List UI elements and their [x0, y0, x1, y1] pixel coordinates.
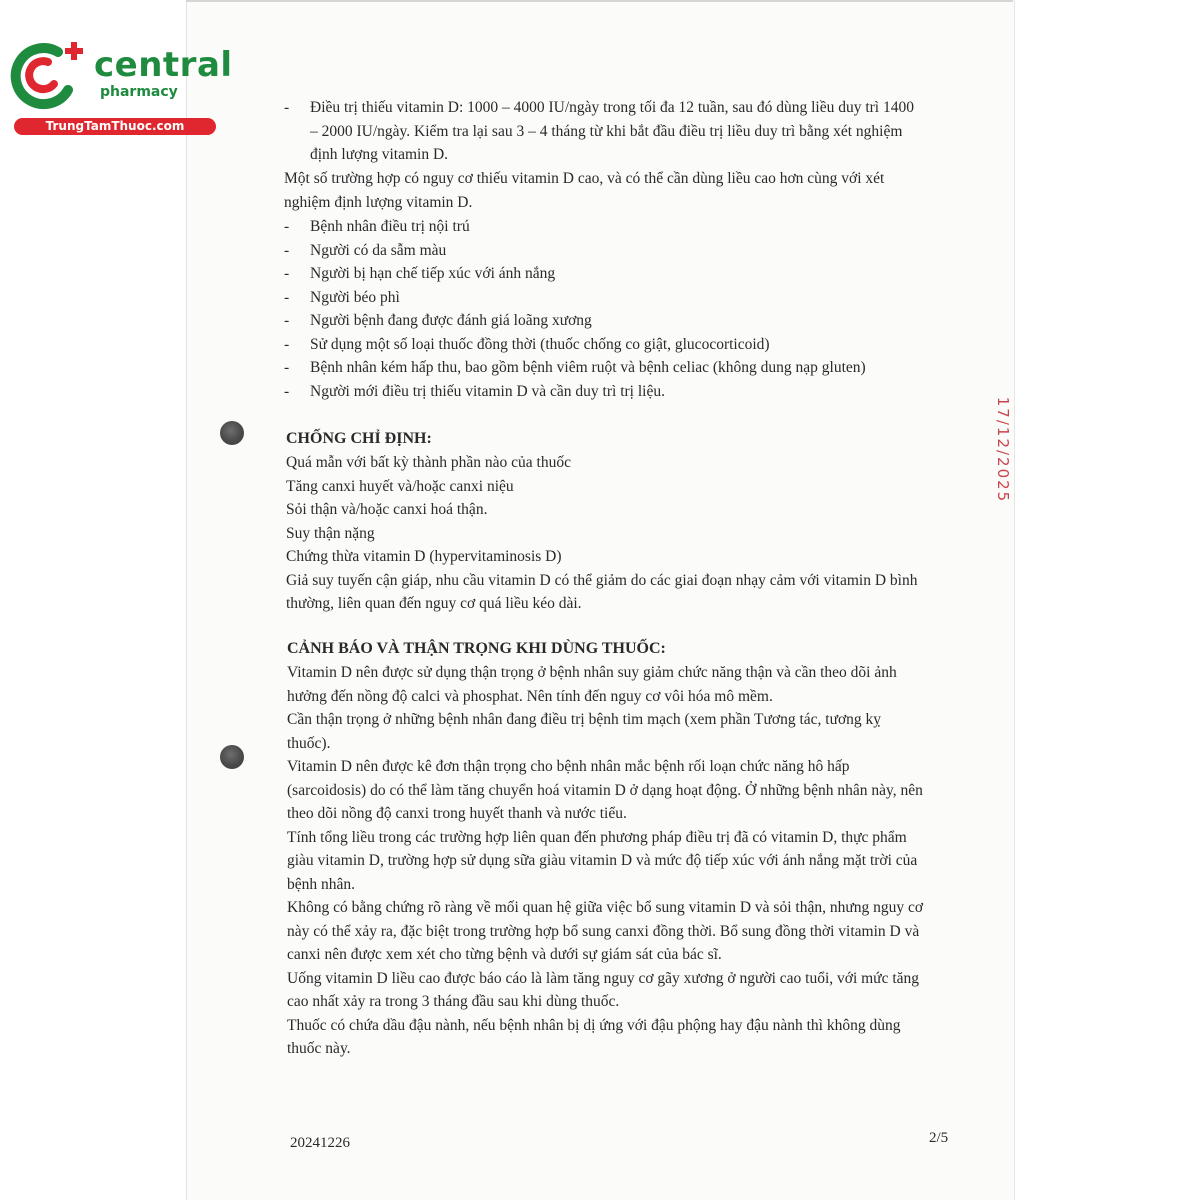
risk-intro-text: Một số trường hợp có nguy cơ thiếu vitamin D cao, và có thể cần dùng liều cao hơn cùng với xét nghiệm định lượng vitamin D.: [284, 170, 885, 211]
dosage-bullet-text: Điều trị thiếu vitamin D: 1000 – 4000 IU/ngày trong tối đa 12 tuần, sau đó dùng liều duy trì 1400 – 2000 IU/ngày. Kiểm tra lại sau 3 – 4 tháng từ khi bắt đầu điều trị liều duy trì bằng xét nghiệm định lượng vitamin D.: [310, 99, 914, 163]
risk-item: Bệnh nhân điều trị nội trú: [310, 218, 470, 235]
bullet-dash: -: [284, 335, 290, 353]
bullet-dash: -: [284, 99, 290, 116]
contra-line: Giả suy tuyến cận giáp, nhu cầu vitamin D có thể giảm do các giai đoạn nhạy cảm với vitamin D bình thường, liên quan đến nguy cơ quá liều kéo dài.: [286, 571, 918, 612]
document-code: 20241226: [290, 1135, 350, 1151]
warning-paragraph: Uống vitamin D liều cao được báo cáo là làm tăng nguy cơ gãy xương ở người cao tuổi, với mức tăng cao nhất xảy ra trong 3 tháng đầu sau khi dùng thuốc.: [287, 969, 920, 1010]
warning-paragraph: Tính tổng liều trong các trường hợp liên quan đến phương pháp điều trị đã có vitamin D, thực phẩm giàu vitamin D, trường hợp sử dụng sữa giàu vitamin D và mức độ tiếp xúc với ánh nắng mặt trời của bệnh nhân.: [287, 828, 918, 893]
logo-subtitle: pharmacy: [100, 84, 178, 100]
punch-hole-top: [220, 421, 244, 445]
risk-list: [284, 215, 924, 403]
contra-line: Tăng canxi huyết và/hoặc canxi niệu: [286, 477, 514, 495]
list-item: [284, 239, 924, 263]
warning-paragraph: Vitamin D nên được kê đơn thận trọng cho bệnh nhân mắc bệnh rối loạn chức năng hô hấp (sarcoidosis) do có thể làm tăng chuyển hoá vitamin D ở dạng hoạt động. Ở những bệnh nhân này, nên theo dõi nồng độ canxi trong huyết thanh và nước tiểu.: [287, 758, 923, 822]
list-item: [284, 96, 924, 167]
bullet-dash: -: [284, 382, 290, 400]
list-item: [284, 333, 924, 357]
list-item: [284, 380, 924, 404]
page-top-edge: [186, 0, 1013, 2]
bullet-dash: -: [284, 241, 290, 259]
risk-item: Bệnh nhân kém hấp thu, bao gồm bệnh viêm ruột và bệnh celiac (không dung nạp gluten): [310, 359, 866, 376]
list-item: [284, 262, 924, 286]
dosage-bullet-block: [284, 96, 924, 167]
warning-paragraph: Cần thận trọng ở những bệnh nhân đang điều trị bệnh tim mạch (xem phần Tương tác, tương kỵ thuốc).: [287, 711, 882, 752]
contra-line: Quá mẫn với bất kỳ thành phần nào của thuốc: [286, 454, 571, 471]
contraindications-section: [286, 427, 926, 616]
warning-paragraph: Không có bằng chứng rõ ràng về mối quan hệ giữa việc bổ sung vitamin D và sỏi thận, nhưng nguy cơ này có thể xảy ra, đặc biệt trong trường hợp bổ sung canxi đồng thời. Bổ sung đồng thời vitamin D và canxi nên được xem xét cho từng bệnh và dưới sự giám sát của bác sĩ.: [287, 899, 924, 963]
risk-item: Người có da sẫm màu: [310, 241, 447, 259]
bullet-dash: -: [284, 359, 290, 376]
risk-item: Người mới điều trị thiếu vitamin D và cần duy trì trị liệu.: [310, 382, 665, 400]
contra-line: Chứng thừa vitamin D (hypervitaminosis D): [286, 548, 562, 565]
warning-paragraph: Vitamin D nên được sử dụng thận trọng ở bệnh nhân suy giảm chức năng thận và cần theo dõi ảnh hưởng đến nồng độ calci và phosphat. Nên tính đến nguy cơ vôi hóa mô mềm.: [287, 664, 897, 705]
central-pharmacy-logo: [10, 38, 233, 138]
logo-website: TrungTamThuoc.com: [14, 118, 216, 135]
date-stamp-text: 17/12/2025: [994, 396, 1012, 504]
punch-hole-bottom: [220, 745, 244, 769]
date-stamp: [983, 370, 1023, 530]
pharmacy-logo-icon: [10, 38, 90, 110]
bullet-dash: -: [284, 288, 290, 306]
risk-item: Sử dụng một số loại thuốc đồng thời (thuốc chống co giật, glucocorticoid): [310, 335, 770, 353]
risk-item: Người béo phì: [310, 288, 400, 306]
warnings-heading: CẢNH BÁO VÀ THẬN TRỌNG KHI DÙNG THUỐC:: [287, 640, 666, 657]
page-number: 2/5: [929, 1130, 949, 1146]
warning-paragraph: Thuốc có chứa dầu đậu nành, nếu bệnh nhân bị dị ứng với đậu phộng hay đậu nành thì không dùng thuốc này.: [287, 1016, 901, 1057]
logo-brand-name: central: [94, 45, 233, 85]
risk-item: Người bệnh đang được đánh giá loãng xương: [310, 312, 592, 329]
contra-line: Sỏi thận và/hoặc canxi hoá thận.: [286, 501, 488, 518]
list-item: [284, 215, 924, 239]
list-item: [284, 309, 924, 333]
bullet-dash: -: [284, 312, 290, 329]
logo-wordmark: [94, 46, 233, 100]
warnings-section: [287, 637, 927, 1061]
bullet-dash: -: [284, 265, 290, 282]
list-item: [284, 356, 924, 380]
bullet-dash: -: [284, 218, 290, 235]
contraindications-heading: CHỐNG CHỈ ĐỊNH:: [286, 430, 432, 447]
list-item: [284, 286, 924, 310]
risk-intro-block: [284, 167, 924, 214]
risk-item: Người bị hạn chế tiếp xúc với ánh nắng: [310, 265, 556, 282]
contra-line: Suy thận nặng: [286, 524, 375, 542]
